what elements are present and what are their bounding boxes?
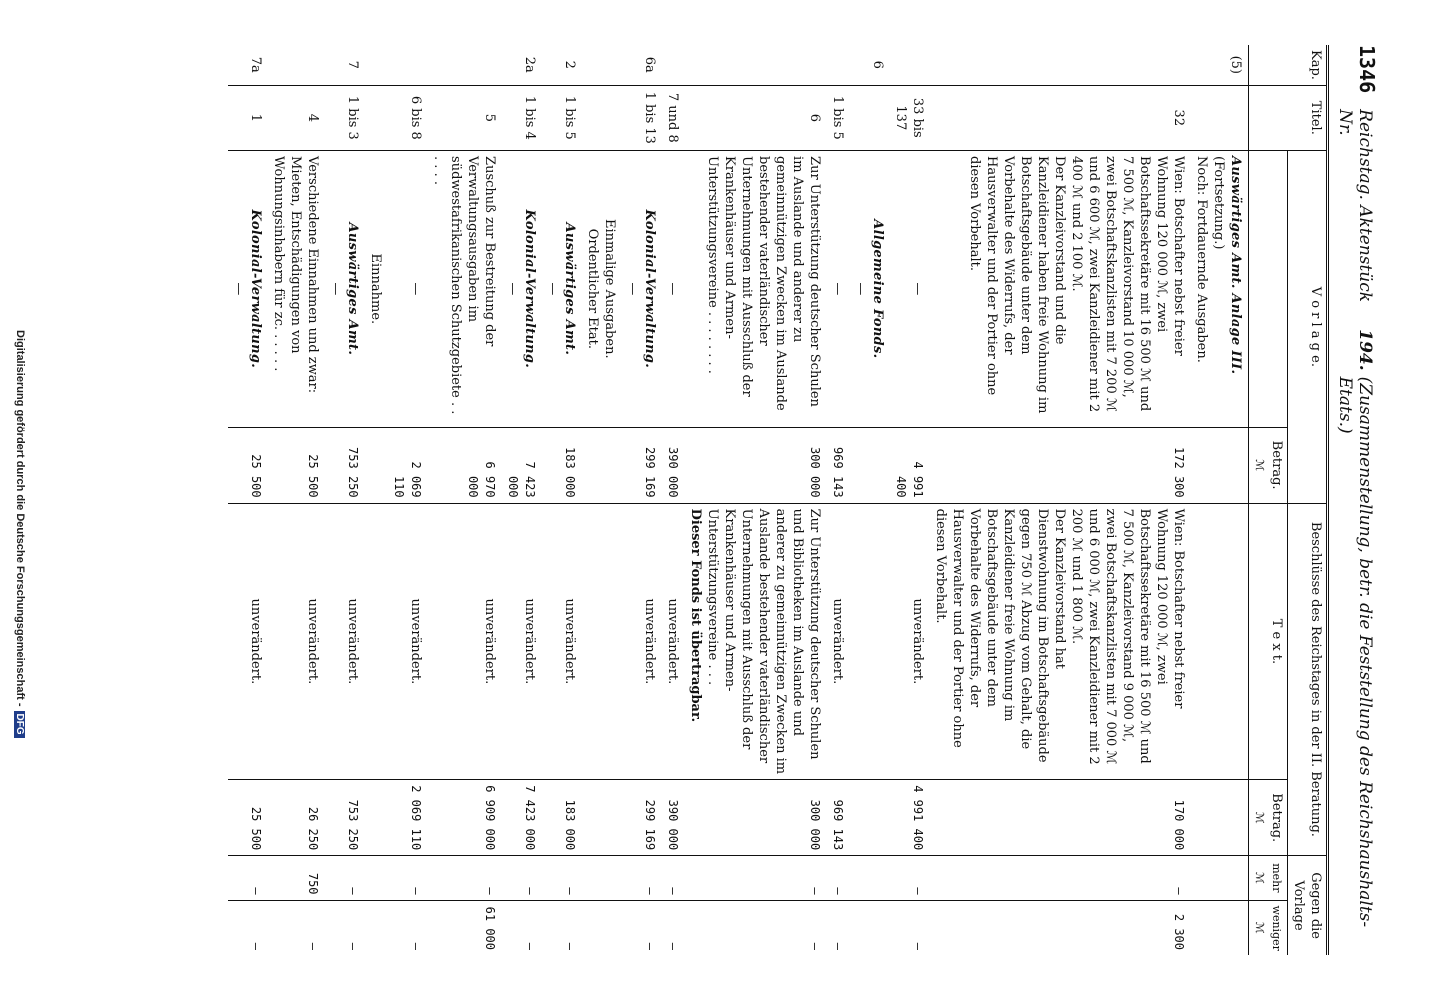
vorlage-betrag: 25 500 [268,427,325,503]
vorlage-text-line: Auswärtiges Amt. [562,222,577,356]
vorlage-text [542,151,582,428]
beschluss-betrag: 183 000 [542,780,582,856]
header-vorlage: V o r l a g e. [1288,151,1327,504]
titel-cell: 1 bis 13 [622,85,662,150]
vorlage-text [930,151,1191,428]
vorlage-text-line: Auswärtiges Amt. Anlage III. [1228,156,1243,375]
beschluss-betrag: 7 423 000 [502,780,542,856]
mark-unit: ℳ [1253,872,1266,884]
kap-cell [827,45,850,85]
mark-unit: ℳ [1253,459,1266,471]
beschluss-text-line: unverändert. [305,598,320,685]
beschluss-betrag: 300 000 [685,780,827,856]
weniger-cell: — [409,942,423,950]
titel-cell: 1 bis 4 [502,85,542,150]
mehr-cell [1191,856,1249,900]
page-content [228,45,1379,955]
beschluss-text [325,503,365,780]
running-head-title: Reichstag. Aktenstück Nr. [1335,109,1375,303]
table-row [685,45,827,955]
beschluss-text-line: unverändert. [665,598,680,685]
page-number: 1346 [1355,45,1379,94]
vorlage-text-line: — [625,282,640,296]
vorlage-text-line: — [408,282,423,296]
vorlage-betrag [365,427,388,503]
table-row [388,45,428,955]
vorlage-betrag: 2 069 110 [388,427,428,503]
vorlage-text [388,151,428,428]
vorlage-text-line: — [328,282,343,296]
weniger-label: weniger [1270,905,1283,951]
vorlage-text-line: Ordentlicher Etat. [585,228,600,349]
beschluss-text [502,503,542,780]
vorlage-betrag: 7 423 000 [502,427,542,503]
beschluss-betrag [582,780,622,856]
beschluss-text-line: unverändert. [642,598,657,685]
header-titel: Titel. [1249,85,1327,150]
beschluss-text [582,503,622,780]
beschluss-text [850,503,890,780]
kap-cell [268,45,325,85]
vorlage-text-line: Noch: Fortdauernde Ausgaben. [1194,156,1209,363]
kap-cell [428,45,502,85]
mehr-cell: — [685,856,827,900]
kap-cell [930,45,1191,85]
vorlage-text-line: — [665,282,680,296]
vorlage-text-line: — [545,282,560,296]
beschluss-betrag: 26 250 [268,780,325,856]
beschluss-text [388,503,428,780]
beschluss-text [827,503,850,780]
kap-cell [890,45,930,85]
mehr-cell [582,856,622,900]
titel-cell [850,85,890,150]
table-header [1249,45,1327,955]
titel-cell: 4 [268,85,325,150]
mehr-cell: — [890,856,930,900]
table-row [622,45,662,955]
mehr-cell [850,856,890,900]
vorlage-betrag: 183 000 [542,427,582,503]
vorlage-betrag: 390 000 [662,427,685,503]
header-gegen-vorlage: Gegen die Vorlage [1288,856,1327,955]
vorlage-betrag: 299 169 [622,427,662,503]
beschluss-text-line: Der Kanzleivorstand hat Dienstwohnung im Botschaftsgebäude gegen 750 ℳ Abzug vom Gehalt, die Kanzleidiener freie Wohnung im Botschaftsgebäude unter dem Vorbehalte des Widerrufs, der Hausverwalter und der Portier ohne diesen Vorbehalt. [933,508,1067,763]
beschluss-betrag: 753 250 [325,780,365,856]
vorlage-text [850,151,890,428]
vorlage-betrag: 4 991 400 [890,427,930,503]
vorlage-text-line: Einmalige Ausgaben. [602,219,617,359]
beschluss-text-line: unverändert. [830,598,845,685]
text-label: T e x t. [1269,618,1284,665]
document-number: 194. [1355,329,1375,371]
vorlage-text-line: Allgemeine Fonds. [870,219,885,359]
beschluss-text [662,503,685,780]
beschluss-text [685,503,827,780]
mehr-cell: — [325,856,365,900]
weniger-cell: — [346,942,360,950]
weniger-cell [1191,900,1249,955]
weniger-cell [365,900,388,955]
beschluss-betrag: 170 000 [930,780,1191,856]
table-row [582,45,622,955]
mehr-cell: — [827,856,850,900]
vorlage-text-line: Verschiedene Einnahmen und zwar: Mieten, Entschädigungen von Wohnungsinhabern für zc. . . . . . [271,156,320,394]
vorlage-text [662,151,685,428]
vorlage-betrag [582,427,622,503]
table-row [827,45,850,955]
weniger-cell: — [808,942,822,950]
mehr-cell: — [502,856,542,900]
kap-cell [685,45,827,85]
vorlage-text-line: Einnahme. [368,253,383,325]
running-head-subtitle: (Zusammenstellung, betr. die Feststellung des Reichshaushalts-Etats.) [1335,376,1375,928]
kap-cell: 7 [325,45,365,85]
kap-cell: 6a [622,45,662,85]
vorlage-text [325,151,365,428]
beschluss-text-line: Zur Unterstützung deutscher Schulen und Bibliotheken im Auslande und anderer zu gemeinnützigen Zwecken im Auslande bestehender vaterländischer Unternehmungen mit Ausschluß der Krankenhäuser und Armen-Unterstützungsvereine . . . [705,508,822,775]
titel-cell: 6 bis 8 [388,85,428,150]
table-row [228,45,268,955]
beschluss-text-line: unverändert. [910,598,925,685]
beschluss-text [622,503,662,780]
vorlage-betrag: 25 500 [228,427,268,503]
kap-cell [662,45,685,85]
beschluss-betrag: 969 143 [827,780,850,856]
beschluss-text-line: unverändert. [248,598,263,685]
mehr-label: mehr [1270,863,1283,893]
beschluss-text-line: Dieser Fonds ist übertragbar. [688,508,703,723]
beschluss-betrag: 390 000 [662,780,685,856]
beschluss-text-line: unverändert. [345,598,360,685]
table-row [890,45,930,955]
beschluss-betrag: 4 991 400 [890,780,930,856]
mehr-cell: — [930,856,1191,900]
titel-cell: 1 bis 5 [542,85,582,150]
vorlage-text-line: — [830,282,845,296]
beschluss-text-line: unverändert. [408,598,423,685]
mehr-cell: — [388,856,428,900]
weniger-cell: — [249,942,263,950]
header-kap: Kap. [1249,45,1327,85]
vorlage-betrag: 969 143 [827,427,850,503]
vorlage-text-line: — [853,282,868,296]
header-rule [1326,45,1329,955]
table-body [228,45,1249,955]
weniger-cell [850,900,890,955]
vorlage-text [582,151,622,428]
weniger-cell: — [666,942,680,950]
titel-cell: 6 [685,85,827,150]
vorlage-betrag [850,427,890,503]
vorlage-text-line: Wien: Botschafter nebst freier Wohnung 120 000 ℳ, zwei Botschaftssekretäre mit 16 500 ℳ und 7 500 ℳ, Kanzleivorstand 10 000 ℳ, zwei Botschaftskanzlisten mit 7 200 ℳ und 6 600 ℳ, zwei Kanzleidiener mit 2 400 ℳ und 2 100 ℳ. [1069,156,1186,413]
kap-cell [582,45,622,85]
digitalization-note [14,330,26,738]
vorlage-text [228,151,268,428]
kap-cell: 2a [502,45,542,85]
vorlage-betrag [1191,427,1249,503]
beschluss-text-line: unverändert. [522,598,537,685]
table-row [542,45,582,955]
beschluss-text [268,503,325,780]
vorlage-text-line: Der Kanzleivorstand und die Kanzleidiener haben freie Wohnung im Botschaftsgebäude unter dem Vorbehalte des Widerrufs, der Hausverwalter und der Portier ohne diesen Vorbehalt. [967,156,1067,414]
titel-cell: 1 bis 5 [827,85,850,150]
header-mehr [1249,856,1288,900]
kap-cell: 6 [850,45,890,85]
header-weniger [1249,900,1288,955]
kap-cell: 7a [228,45,268,85]
titel-cell: 33 bis 137 [890,85,930,150]
mehr-cell: — [622,856,662,900]
weniger-cell: 61 000 [483,906,497,950]
kap-cell: 2 [542,45,582,85]
vorlage-text-line: Kolonial-Verwaltung. [642,209,657,369]
header-beschluss-betrag [1249,780,1288,856]
titel-cell: 1 bis 3 [325,85,365,150]
vorlage-text [1191,151,1249,428]
weniger-cell: — [643,942,657,950]
kap-cell [365,45,388,85]
beschluss-text [930,503,1191,780]
header-beschluss-text [1249,503,1288,780]
beschluss-betrag: 6 909 000 [428,780,502,856]
vorlage-text-line: (Fortsetzung.) [1211,156,1226,250]
weniger-cell: 2 300 [1172,913,1186,950]
weniger-cell: — [831,942,845,950]
table-row [850,45,890,955]
vorlage-betrag: 300 000 [685,427,827,503]
table-row [502,45,542,955]
vorlage-text [502,151,542,428]
beschluss-text [365,503,388,780]
beschluss-text-line: unverändert. [482,598,497,685]
mehr-cell: 750 [268,856,325,900]
vorlage-text-line: — [505,282,520,296]
mehr-cell: — [428,856,502,900]
vorlage-betrag: 753 250 [325,427,365,503]
table-row [365,45,388,955]
betrag-label: Betrag. [1269,440,1284,490]
weniger-cell: — [306,942,320,950]
beschluss-text [228,503,268,780]
vorlage-text-line: — [910,282,925,296]
table-row [428,45,502,955]
dfg-logo: DFG [14,711,25,738]
titel-cell: 1 [228,85,268,150]
beschluss-text-line: Wien: Botschafter nebst freier Wohnung 120 000 ℳ, zwei Botschaftssekretäre mit 16 500 ℳ und 7 500 ℳ, Kanzleivorstand 9 000 ℳ, zwei Botschaftskanzlisten mit 7 000 ℳ und 6 000 ℳ, zwei Kanzleidiener mit 2 200 ℳ und 1 800 ℳ. [1069,508,1186,765]
titel-cell [365,85,388,150]
vorlage-text-line: Zur Unterstützung deutscher Schulen im Auslande und anderer zu gemeinnützigen Zwecken im Auslande bestehender vaterländischer Unternehmungen mit Ausschluß der Krankenhäuser und Armen-Unterstützungsvereine . . . . . . . . [705,156,822,411]
table-row [662,45,685,955]
vorlage-text-line: Auswärtiges Amt. [345,222,360,356]
vorlage-text-line: Zuschuß zur Bestreitung der Verwaltungsausgaben im südwestafrikanischen Schutzgebiete . . . . . . [431,156,497,415]
table-row [268,45,325,955]
betrag-label: Betrag. [1269,793,1284,843]
table-row [325,45,365,955]
weniger-cell: — [523,942,537,950]
vorlage-text [365,151,388,428]
weniger-cell: — [911,942,925,950]
digitalization-text: Digitalisierung gefördert durch die Deutsche Forschungsgemeinschaft - [14,330,26,707]
mehr-cell: — [228,856,268,900]
budget-table [228,45,1326,955]
beschluss-text-line: unverändert. [562,598,577,685]
mehr-cell: — [662,856,685,900]
beschluss-betrag: 2 069 110 [388,780,428,856]
header-beschluesse: Beschlüsse des Reichstages in der II. Beratung. [1288,503,1327,856]
beschluss-betrag [850,780,890,856]
vorlage-text-line: — [231,282,246,296]
vorlage-text [890,151,930,428]
table-row [930,45,1191,955]
running-head [1329,45,1379,955]
vorlage-text [827,151,850,428]
beschluss-betrag [365,780,388,856]
beschluss-text [1191,503,1249,780]
titel-cell [1191,85,1249,150]
table-row [1191,45,1249,955]
beschluss-betrag: 25 500 [228,780,268,856]
header-vorlage-betrag [1249,427,1288,503]
vorlage-text [622,151,662,428]
vorlage-text [428,151,502,428]
titel-cell [582,85,622,150]
weniger-cell [582,900,622,955]
beschluss-betrag: 299 169 [622,780,662,856]
kap-cell [388,45,428,85]
mehr-cell [365,856,388,900]
beschluss-text [428,503,502,780]
vorlage-text [268,151,325,428]
mehr-cell: — [542,856,582,900]
beschluss-text [542,503,582,780]
vorlage-betrag: 172 300 [930,427,1191,503]
vorlage-text-line: Kolonial-Verwaltung. [248,209,263,369]
titel-cell: 32 [930,85,1191,150]
mark-unit: ℳ [1253,811,1266,824]
beschluss-betrag [1191,780,1249,856]
vorlage-betrag: 6 970 000 [428,427,502,503]
kap-cell: (5) [1191,45,1249,85]
header-vorlage-text [1249,151,1288,428]
beschluss-text [890,503,930,780]
vorlage-text [685,151,827,428]
vorlage-text-line: Kolonial-Verwaltung. [522,209,537,369]
titel-cell: 5 [428,85,502,150]
weniger-cell: — [563,942,577,950]
titel-cell: 7 und 8 [662,85,685,150]
mark-unit: ℳ [1253,921,1266,934]
